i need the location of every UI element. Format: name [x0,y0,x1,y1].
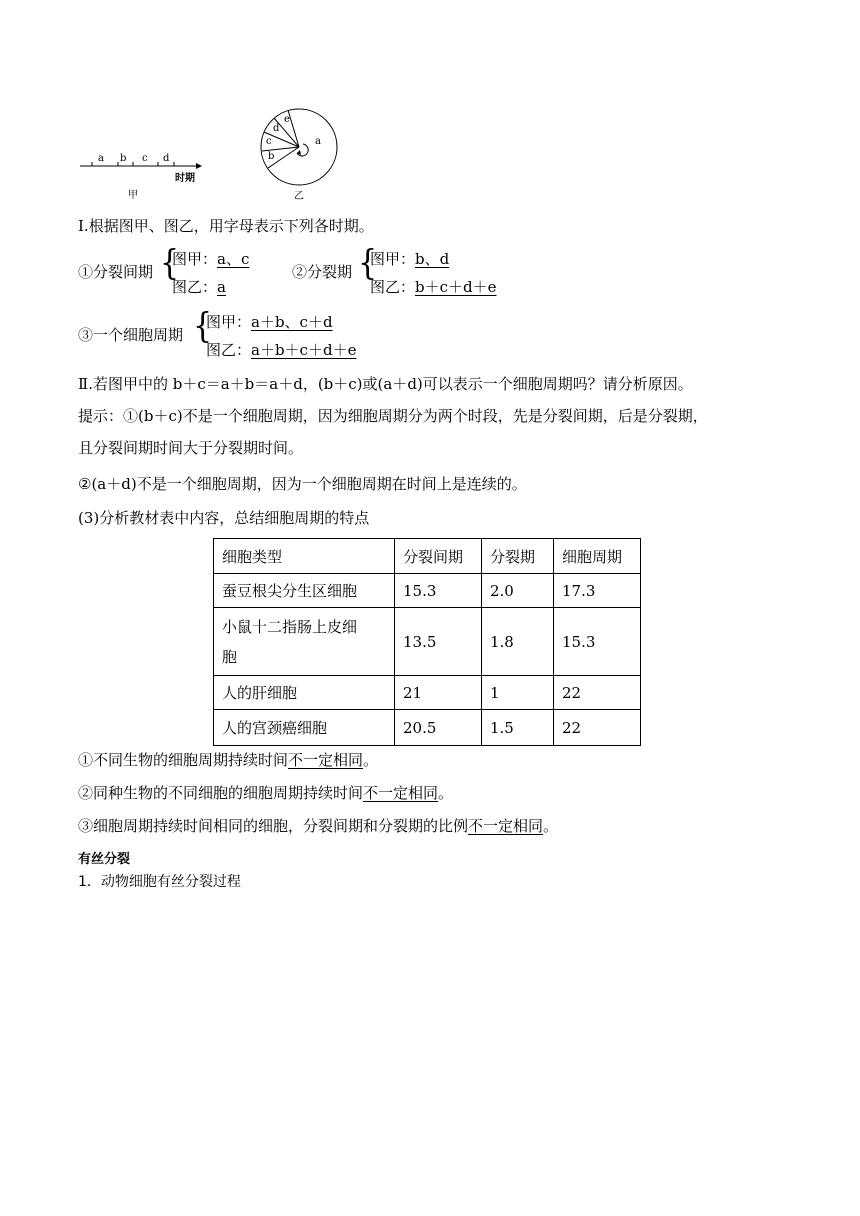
row-cell-type: 蚕豆根尖分生区细胞 [214,574,395,608]
conclusion-1: ①不同生物的细胞周期持续时间不一定相同。 [78,751,379,769]
row-mitosis: 2.0 [482,574,554,608]
q3-jia-answer: a＋b、c＋d [251,313,333,331]
figure-jia [78,144,208,200]
q1-yi-answer: a [217,278,226,296]
q1-label: ①分裂间期 [78,263,154,281]
row-interphase: 20.5 [395,710,482,746]
q2-jia-answer: b、d [415,250,450,268]
part3-title: (3)分析教材表中内容，总结细胞周期的特点 [78,509,370,527]
q1-jia: 图甲：a、c [172,250,250,268]
conclusion-3: ③细胞周期持续时间相同的细胞，分裂间期和分裂期的比例不一定相同。 [78,817,559,835]
q3-yi: 图乙：a＋b＋c＋d＋e [206,341,357,359]
mitosis-heading: 有丝分裂 [78,852,131,867]
line-axis-label: 时期 [175,173,195,184]
q2-label: ②分裂期 [292,263,353,281]
q2-brace: { [358,243,378,284]
pie-caption: 乙 [294,191,304,202]
hint-line3: ②(a＋d)不是一个细胞周期，因为一个细胞周期在时间上是连续的。 [78,475,527,493]
line-caption: 甲 [128,190,138,200]
q3-jia: 图甲：a＋b、c＋d [206,313,333,331]
q2-yi: 图乙：b＋c＋d＋e [370,278,497,296]
q1-yi: 图乙：a [172,278,226,296]
conclusion-1-answer: 不一定相同 [288,751,364,769]
row-mitosis: 1 [482,676,554,710]
pie-label-b: b [268,151,275,162]
pie-label-c: c [266,136,272,147]
cell-cycle-table [213,538,641,746]
row-cycle: 15.3 [554,608,641,676]
line-label-c: c [142,153,148,164]
row-cell-type: 人的宫颈癌细胞 [214,710,395,746]
table-row [214,608,641,676]
line-label-a: a [98,153,104,164]
line-label-b: b [120,153,127,164]
row-cycle: 22 [554,676,641,710]
line-label-d: d [163,153,170,164]
row-cell-type: 人的肝细胞 [214,676,395,710]
header-mitosis: 分裂期 [482,539,554,574]
table-row [214,676,641,710]
pie-label-e: e [284,114,290,125]
q3-label: ③一个细胞周期 [78,326,184,344]
row-mitosis: 1.5 [482,710,554,746]
row-interphase: 21 [395,676,482,710]
section2-question: Ⅱ.若图甲中的 b＋c＝a＋b＝a＋d，(b＋c)或(a＋d)可以表示一个细胞周期吗？请分析原因。 [78,375,693,393]
header-cycle: 细胞周期 [554,539,641,574]
q1-jia-answer: a、c [217,250,250,268]
conclusion-3-answer: 不一定相同 [468,817,544,835]
figure-yi [254,106,344,202]
conclusion-2-answer: 不一定相同 [363,784,439,802]
row-cell-type: 小鼠十二指肠上皮细 胞 [214,608,395,676]
row-cycle: 22 [554,710,641,746]
row-interphase: 15.3 [395,574,482,608]
row-mitosis: 1.8 [482,608,554,676]
section1-title: Ⅰ.根据图甲、图乙，用字母表示下列各时期。 [78,217,374,235]
q1-brace: { [160,243,180,284]
q3-brace: { [193,306,213,347]
q2-jia: 图甲：b、d [370,250,450,268]
q2-yi-answer: b＋c＋d＋e [415,278,497,296]
row-cycle: 17.3 [554,574,641,608]
header-cell-type: 细胞类型 [214,539,395,574]
pie-label-a: a [315,136,321,147]
row-interphase: 13.5 [395,608,482,676]
table-header-row [214,539,641,574]
table-row [214,574,641,608]
mitosis-item1: 1．动物细胞有丝分裂过程 [78,874,241,890]
table-row [214,710,641,746]
conclusion-2: ②同种生物的不同细胞的细胞周期持续时间不一定相同。 [78,784,454,802]
pie-label-d: d [273,123,280,134]
hint-line2: 且分裂间期时间大于分裂期时间。 [78,439,304,457]
q3-yi-answer: a＋b＋c＋d＋e [251,341,357,359]
hint-line1: 提示：①(b＋c)不是一个细胞周期，因为细胞周期分为两个时段，先是分裂间期，后是分裂期， [78,407,708,425]
header-interphase: 分裂间期 [395,539,482,574]
